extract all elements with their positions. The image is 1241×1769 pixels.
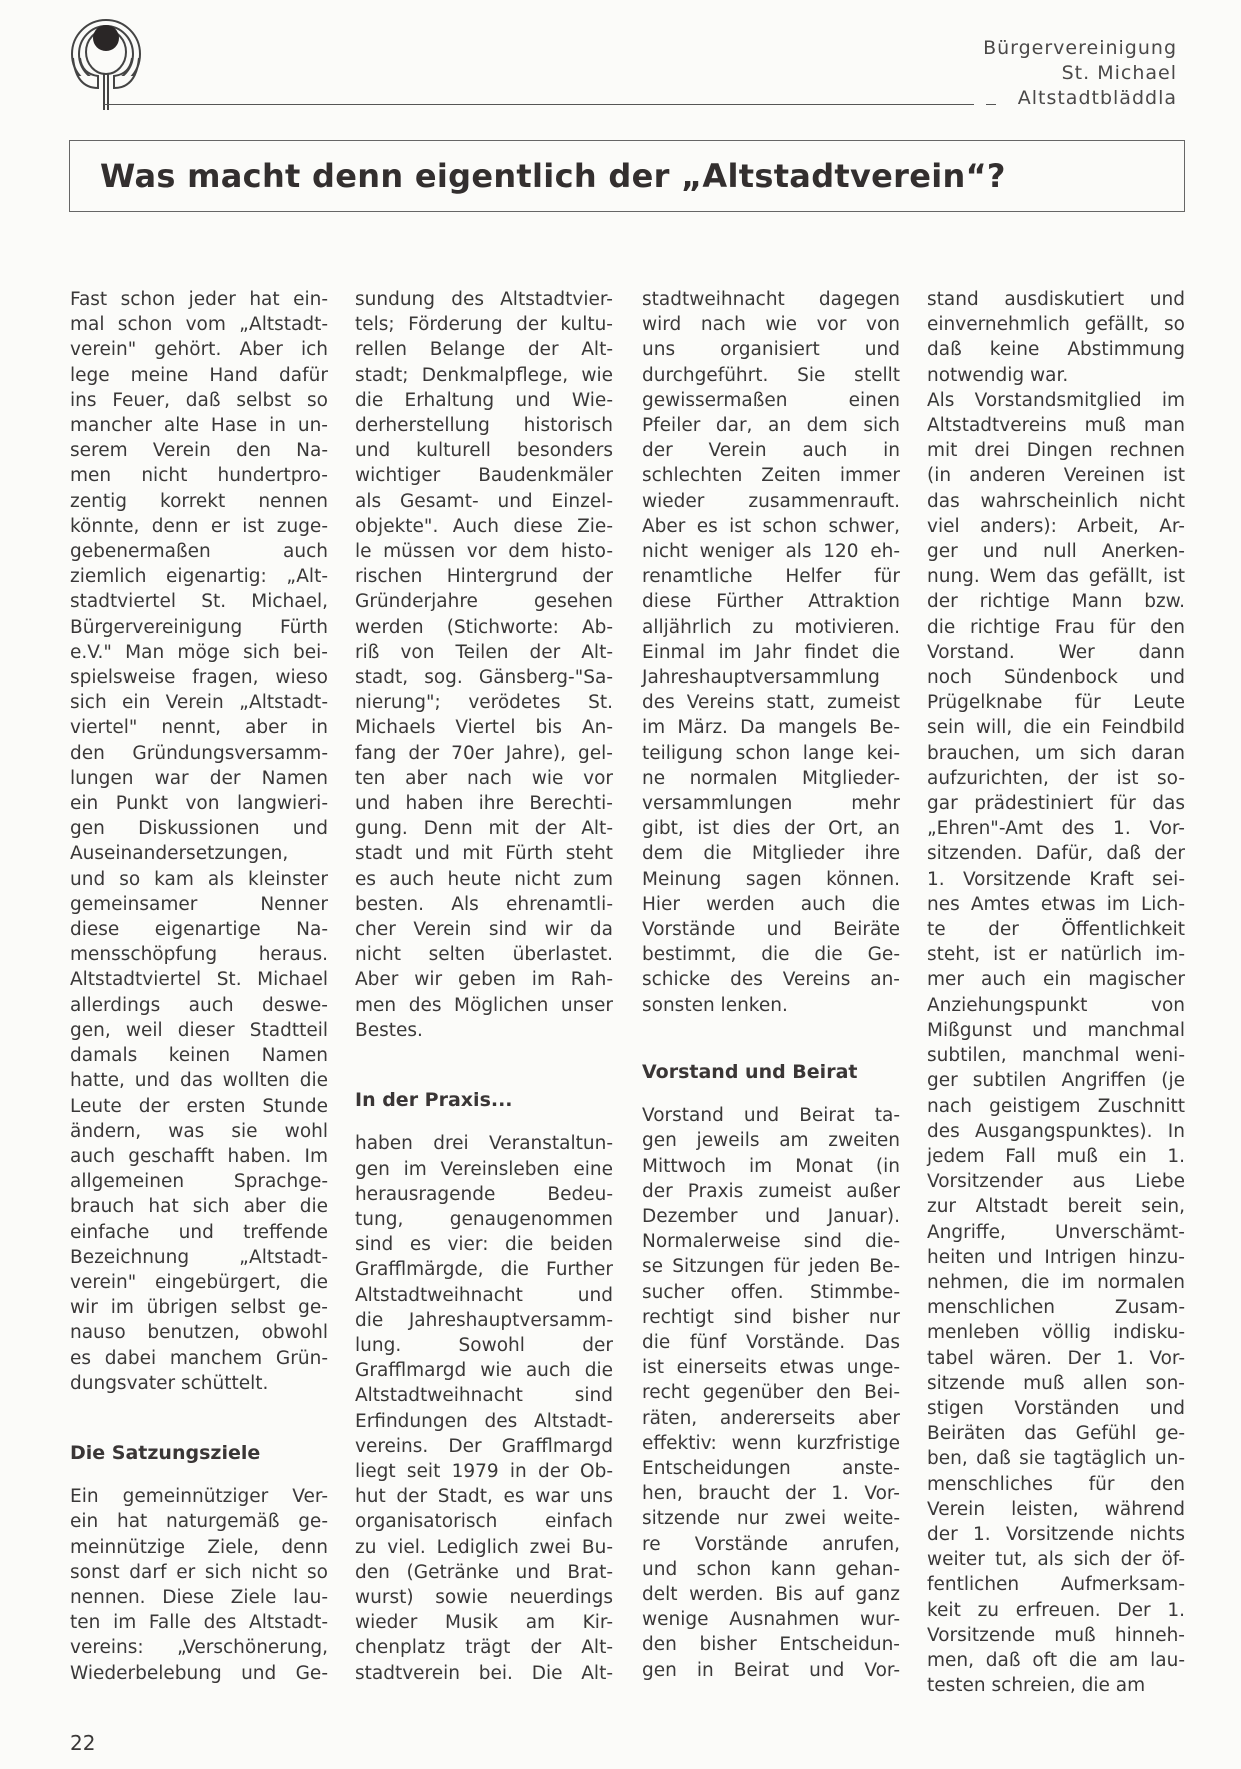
text-line: wieder Musik am Kir- xyxy=(355,1612,613,1634)
text-line: ten aber nach wie vor xyxy=(355,767,613,789)
text-line: Vorsitzende muß hinneh- xyxy=(927,1624,1185,1646)
text-line: wird nach wie vor von xyxy=(642,314,900,336)
text-line: Michaels Viertel bis An- xyxy=(355,717,613,739)
text-line: Vorstände und Beiräte xyxy=(642,919,900,941)
text-line: stadtviertel St. Michael, xyxy=(70,591,328,613)
masthead xyxy=(983,36,1177,111)
text-line: lung. Sowohl der xyxy=(355,1334,613,1356)
text-line: recht gegenüber den Bei- xyxy=(642,1382,900,1404)
text-line: die Jahreshauptversamm- xyxy=(355,1309,613,1331)
text-line: ziemlich eigenartig: „Alt- xyxy=(70,566,328,588)
text-line: dem die Mitglieder ihre xyxy=(642,843,900,865)
text-line: es auch heute nicht zum xyxy=(355,868,613,890)
text-line: sonst darf er sich nicht so xyxy=(70,1561,328,1583)
text-line: sucher offen. Stimmbe- xyxy=(642,1281,900,1303)
text-line: uns organisiert und xyxy=(642,339,900,361)
text-line: nach geistigem Zuschnitt xyxy=(927,1095,1185,1117)
text-line: bestimmt, die die Ge- xyxy=(642,944,900,966)
text-line: renamtliche Helfer für xyxy=(642,566,900,588)
paragraph xyxy=(927,388,1185,1699)
text-line: hen, braucht der 1. Vor- xyxy=(642,1483,900,1505)
text-line: Dezember und Januar). xyxy=(642,1205,900,1227)
text-line: Fast schon jeder hat ein- xyxy=(70,289,328,310)
masthead-line: Bürgervereinigung xyxy=(983,37,1177,59)
text-line: schlechten Zeiten immer xyxy=(642,465,900,487)
text-line: serem Verein den Na- xyxy=(70,440,328,462)
masthead-line: Altstadtbläddla xyxy=(1017,87,1177,109)
text-line: der Praxis zumeist außer xyxy=(642,1180,900,1202)
text-line: riß von Teilen der Alt- xyxy=(355,641,613,663)
text-line: gebenermaßen auch xyxy=(70,541,328,563)
column-4 xyxy=(927,287,1185,1698)
text-line: sitzende muß allen son- xyxy=(927,1372,1185,1394)
text-line: den (Getränke und Brat- xyxy=(355,1561,613,1583)
text-line: gen in Beirat und Vor- xyxy=(642,1659,900,1681)
text-line: dungsvater schüttelt. xyxy=(70,1372,269,1394)
text-line: tung, genaugenommen xyxy=(355,1208,613,1230)
text-line: stadt, sog. Gänsberg-"Sa- xyxy=(355,667,613,689)
text-line: mer auch ein magischer xyxy=(927,969,1185,991)
text-line: einvernehmlich gefällt, so xyxy=(927,314,1185,336)
text-line: Einmal im Jahr findet die xyxy=(642,641,900,663)
text-line: liegt seit 1979 in der Ob- xyxy=(355,1460,613,1482)
spacer xyxy=(70,1396,328,1441)
text-line: Verein leisten, während xyxy=(927,1498,1185,1520)
text-line: könnte, denn er ist zuge- xyxy=(70,515,328,537)
text-line: nierung"; verödetes St. xyxy=(355,692,613,714)
text-line: menleben völlig indisku- xyxy=(927,1322,1185,1344)
text-line: zentig korrekt nennen xyxy=(70,490,328,512)
text-line: wenige Ausnahmen wur- xyxy=(642,1609,900,1631)
text-line: versammlungen mehr xyxy=(642,793,900,815)
section-heading: Vorstand und Beirat xyxy=(642,1060,858,1083)
text-line: allgemeinen Sprachge- xyxy=(70,1171,328,1193)
text-line: der 1. Vorsitzende nichts xyxy=(927,1523,1185,1545)
page-number: 22 xyxy=(70,1731,96,1755)
text-line: Als Vorstandsmitglied im xyxy=(927,389,1185,411)
paragraph xyxy=(642,1103,900,1683)
paragraph xyxy=(355,1131,613,1685)
text-line: rellen Belange der Alt- xyxy=(355,339,613,361)
text-line: mancher alte Hase in un- xyxy=(70,415,328,437)
masthead-line: St. Michael xyxy=(1061,62,1177,84)
text-line: ten im Falle des Altstadt- xyxy=(70,1612,328,1634)
text-line: sind es vier: die beiden xyxy=(355,1234,613,1256)
text-line: tels; Förderung der kultu- xyxy=(355,314,613,336)
text-line: nes Amtes etwas im Lich- xyxy=(927,893,1185,915)
spacer xyxy=(70,1466,328,1484)
text-line: es dabei manchem Grün- xyxy=(70,1347,328,1369)
text-line: werden (Stichworte: Ab- xyxy=(355,616,613,638)
text-line: und so kam als kleinster xyxy=(70,868,328,890)
text-line: nicht weniger als 120 eh- xyxy=(642,541,900,563)
text-line: stigen Vorständen und xyxy=(927,1397,1185,1419)
text-line: Mißgunst und manchmal xyxy=(927,1019,1185,1041)
text-line: gewissermaßen einen xyxy=(642,389,900,411)
text-line: mensschöpfung heraus. xyxy=(70,944,328,966)
text-line: ist einerseits etwas unge- xyxy=(642,1357,900,1379)
text-line: teiligung schon lange kei- xyxy=(642,742,900,764)
text-line: Leute der ersten Stunde xyxy=(70,1095,328,1117)
text-line: nauso benutzen, obwohl xyxy=(70,1322,328,1344)
text-line: räten, andererseits aber xyxy=(642,1407,900,1429)
text-line: nennen. Diese Ziele lau- xyxy=(70,1586,328,1608)
text-line: (in anderen Vereinen ist xyxy=(927,465,1185,487)
text-line: viertel" nennt, aber in xyxy=(70,717,328,739)
text-line: hut der Stadt, es war uns xyxy=(355,1486,613,1508)
text-line: men des Möglichen unser xyxy=(355,994,613,1016)
text-line: gung. Denn mit der Alt- xyxy=(355,818,613,840)
text-line: Aber es ist schon schwer, xyxy=(642,515,900,537)
section-heading: In der Praxis... xyxy=(355,1089,513,1112)
text-line: Angriffe, Unverschämt- xyxy=(927,1221,1185,1243)
text-line: weiter tut, als sich der öf- xyxy=(927,1549,1185,1571)
text-line: gen jeweils am zweiten xyxy=(642,1130,900,1152)
text-line: „Ehren"-Amt des 1. Vor- xyxy=(927,818,1185,840)
text-line: stadt; Denkmalpflege, wie xyxy=(355,364,613,386)
section-heading: Die Satzungsziele xyxy=(70,1441,261,1464)
column-3 xyxy=(642,287,900,1683)
text-line: ein Punkt von langwieri- xyxy=(70,793,328,815)
text-line: nehmen, die im normalen xyxy=(927,1271,1185,1293)
text-line: Grafflmargd wie auch die xyxy=(355,1360,613,1382)
text-line: der richtige Mann bzw. xyxy=(927,591,1185,613)
text-line: objekte". Auch diese Zie- xyxy=(355,515,613,537)
text-line: Bestes. xyxy=(355,1019,423,1041)
text-line: spielsweise fragen, wieso xyxy=(70,667,328,689)
text-line: Altstadtweihnacht und xyxy=(355,1284,613,1306)
text-line: Altstadtviertel St. Michael xyxy=(70,969,328,991)
paragraph xyxy=(927,287,1185,388)
text-line: menschlichen Zusam- xyxy=(927,1297,1185,1319)
text-line: den bisher Entscheidun- xyxy=(642,1634,900,1656)
paragraph xyxy=(355,287,613,1043)
text-line: sundung des Altstadtvier- xyxy=(355,289,613,310)
text-line: auch geschafft haben. Im xyxy=(70,1145,328,1167)
text-line: gen, weil dieser Stadtteil xyxy=(70,1019,328,1041)
text-line: aufzurichten, der ist so- xyxy=(927,767,1185,789)
text-line: zur Altstadt bereit sein, xyxy=(927,1196,1185,1218)
text-line: Aber wir geben im Rah- xyxy=(355,969,613,991)
text-line: steht, ist er natürlich im- xyxy=(927,944,1185,966)
spacer xyxy=(642,1085,900,1103)
text-line: noch Sündenbock und xyxy=(927,667,1185,689)
text-line: jedem Fall muß ein 1. xyxy=(927,1145,1185,1167)
text-line: menschliches für den xyxy=(927,1473,1185,1495)
text-line: chenplatz trägt der Alt- xyxy=(355,1637,613,1659)
text-line: wurst) sowie neuerdings xyxy=(355,1586,613,1608)
text-line: brauchen, um sich daran xyxy=(927,742,1185,764)
text-line: verein" eingebürgert, die xyxy=(70,1271,328,1293)
text-line: wichtiger Baudenkmäler xyxy=(355,465,613,487)
spacer xyxy=(355,1113,613,1131)
text-line: Prügelknabe für Leute xyxy=(927,692,1185,714)
text-line: verein" gehört. Aber ich xyxy=(70,339,328,361)
text-line: heiten und Intrigen hinzu- xyxy=(927,1246,1185,1268)
paragraph xyxy=(642,287,900,1018)
text-line: des Vereins statt, zumeist xyxy=(642,692,900,714)
text-line: sitzende nur zwei weite- xyxy=(642,1508,900,1530)
text-line: alljährlich zu motivieren. xyxy=(642,616,900,638)
text-line: im März. Da mangels Be- xyxy=(642,717,900,739)
text-line: te der Öffentlichkeit xyxy=(927,919,1185,941)
text-line: testen schreien, die am xyxy=(927,1675,1146,1697)
text-line: Grafflmärgde, die Further xyxy=(355,1259,613,1281)
text-line: Wiederbelebung und Ge- xyxy=(70,1662,328,1684)
text-line: le müssen vor dem histo- xyxy=(355,541,613,563)
text-line: Bezeichnung „Altstadt- xyxy=(70,1246,328,1268)
spacer xyxy=(642,1018,900,1060)
text-line: Gründerjahre gesehen xyxy=(355,591,613,613)
title-box xyxy=(69,140,1185,212)
text-line: und schon kann gehan- xyxy=(642,1558,900,1580)
text-line: zu viel. Lediglich zwei Bu- xyxy=(355,1536,613,1558)
text-line: gemeinsamer Nenner xyxy=(70,893,328,915)
text-line: fentlichen Aufmerksam- xyxy=(927,1574,1185,1596)
text-line: men nicht hundertpro- xyxy=(70,465,328,487)
text-line: tabel wären. Der 1. Vor- xyxy=(927,1347,1185,1369)
text-line: damals keinen Namen xyxy=(70,1045,328,1067)
text-line: Erfindungen des Altstadt- xyxy=(355,1410,613,1432)
text-line: 1. Vorsitzende Kraft sei- xyxy=(927,868,1185,890)
text-line: gen Diskussionen und xyxy=(70,818,328,840)
text-line: Bürgervereinigung Fürth xyxy=(70,616,328,638)
text-line: Altstadtweihnacht sind xyxy=(355,1385,613,1407)
text-line: stand ausdiskutiert und xyxy=(927,289,1185,310)
text-line: gen im Vereinsleben eine xyxy=(355,1158,613,1180)
text-line: diese eigenartige Na- xyxy=(70,919,328,941)
text-line: den Gründungsversamm- xyxy=(70,742,328,764)
text-line: ein hat naturgemäß ge- xyxy=(70,1511,328,1533)
text-line: haben drei Veranstaltun- xyxy=(355,1133,613,1155)
text-line: delt werden. Bis auf ganz xyxy=(642,1583,900,1605)
text-line: fang der 70er Jahre), gel- xyxy=(355,742,613,764)
text-line: die richtige Frau für den xyxy=(927,616,1185,638)
text-line: Mittwoch im Monat (in xyxy=(642,1155,900,1177)
text-line: Entscheidungen anste- xyxy=(642,1457,900,1479)
text-line: Normalerweise sind die- xyxy=(642,1231,900,1253)
text-line: ne normalen Mitglieder- xyxy=(642,767,900,789)
text-line: sich ein Verein „Altstadt- xyxy=(70,692,328,714)
text-line: Auseinandersetzungen, xyxy=(70,843,289,865)
text-line: gar prädestiniert für das xyxy=(927,793,1185,815)
text-line: vereins: „Verschönerung, xyxy=(70,1637,328,1659)
text-line: der Verein auch in xyxy=(642,440,900,462)
text-line: besten. Als ehrenamtli- xyxy=(355,893,613,915)
text-line: einfache und treffende xyxy=(70,1221,328,1243)
club-logo-icon xyxy=(68,18,146,110)
text-line: Ein gemeinnütziger Ver- xyxy=(70,1486,328,1508)
column-2 xyxy=(355,287,613,1686)
text-line: und haben ihre Berechti- xyxy=(355,793,613,815)
text-line: diese Fürther Attraktion xyxy=(642,591,900,613)
text-line: wieder zusammenrauft. xyxy=(642,490,900,512)
text-line: rechtigt sind bisher nur xyxy=(642,1306,900,1328)
text-line: Vorsitzender aus Liebe xyxy=(927,1171,1185,1193)
text-line: keit zu erfreuen. Der 1. xyxy=(927,1599,1185,1621)
text-line: Altstadtvereins muß man xyxy=(927,415,1185,437)
text-line: stadt und mit Fürth steht xyxy=(355,843,613,865)
article-title: Was macht denn eigentlich der „Altstadtverein“? xyxy=(100,157,1006,195)
text-line: wir im übrigen selbst ge- xyxy=(70,1297,328,1319)
text-line: organisatorisch einfach xyxy=(355,1511,613,1533)
text-line: mit drei Dingen rechnen xyxy=(927,440,1185,462)
text-line: vereins. Der Grafflmargd xyxy=(355,1435,613,1457)
paragraph xyxy=(70,287,328,1396)
text-line: stadtverein bei. Die Alt- xyxy=(355,1662,613,1684)
text-line: als Gesamt- und Einzel- xyxy=(355,490,613,512)
paragraph xyxy=(70,1484,328,1686)
text-line: Hier werden auch die xyxy=(642,893,900,915)
text-line: subtilen, manchmal weni- xyxy=(927,1045,1185,1067)
text-line: Vorstand und Beirat ta- xyxy=(642,1105,900,1127)
column-1 xyxy=(70,287,328,1686)
text-line: die fünf Vorstände. Das xyxy=(642,1331,900,1353)
text-line: lege meine Hand dafür xyxy=(70,364,328,386)
header-rule xyxy=(104,104,974,105)
text-line: daß keine Abstimmung xyxy=(927,339,1185,361)
text-line: durchgeführt. Sie stellt xyxy=(642,364,900,386)
text-line: Meinung sagen können. xyxy=(642,868,900,890)
text-line: ins Feuer, daß selbst so xyxy=(70,389,328,411)
text-line: se Sitzungen für jeden Be- xyxy=(642,1256,900,1278)
text-line: mal schon vom „Altstadt- xyxy=(70,314,328,336)
text-line: derherstellung historisch xyxy=(355,415,613,437)
text-line: nung. Wem das gefällt, ist xyxy=(927,566,1185,588)
text-line: schicke des Vereins an- xyxy=(642,969,900,991)
text-line: das wahrscheinlich nicht xyxy=(927,490,1185,512)
text-line: stadtweihnacht dagegen xyxy=(642,289,900,310)
text-line: re Vorstände anrufen, xyxy=(642,1533,900,1555)
text-line: Pfeiler dar, an dem sich xyxy=(642,415,900,437)
text-line: sitzenden. Dafür, daß der xyxy=(927,843,1185,865)
spacer xyxy=(355,1043,613,1088)
text-line: herausragende Bedeu- xyxy=(355,1183,613,1205)
text-line: Jahreshauptversammlung xyxy=(642,667,880,689)
text-line: ändern, was sie wohl xyxy=(70,1120,328,1142)
text-line: Beiräten das Gefühl ge- xyxy=(927,1423,1185,1445)
text-line: des Ausgangspunktes). In xyxy=(927,1120,1185,1142)
text-line: und kulturell besonders xyxy=(355,440,613,462)
text-line: effektiv: wenn kurzfristige xyxy=(642,1432,900,1454)
text-line: sonsten lenken. xyxy=(642,994,788,1016)
text-line: hatte, und das wollten die xyxy=(70,1070,328,1092)
text-line: men, daß oft die am lau- xyxy=(927,1649,1185,1671)
text-line: ben, daß sie tagtäglich un- xyxy=(927,1448,1185,1470)
text-line: meinnützige Ziele, denn xyxy=(70,1536,328,1558)
text-line: cher Verein sind wir da xyxy=(355,919,613,941)
text-line: nicht selten überlastet. xyxy=(355,944,613,966)
text-line: gibt, ist dies der Ort, an xyxy=(642,818,900,840)
text-line: viel anders): Arbeit, Ar- xyxy=(927,515,1185,537)
text-line: brauch hat sich aber die xyxy=(70,1196,328,1218)
text-line: ger subtilen Angriffen (je xyxy=(927,1070,1185,1092)
text-line: Vorstand. Wer dann xyxy=(927,641,1185,663)
text-line: die Erhaltung und Wie- xyxy=(355,389,613,411)
text-line: sein will, die ein Feindbild xyxy=(927,717,1185,739)
text-line: e.V." Man möge sich bei- xyxy=(70,641,328,663)
text-line: Anziehungspunkt von xyxy=(927,994,1185,1016)
text-line: lungen war der Namen xyxy=(70,767,328,789)
text-line: notwendig war. xyxy=(927,364,1069,386)
text-line: ger und null Anerken- xyxy=(927,541,1185,563)
text-line: rischen Hintergrund der xyxy=(355,566,613,588)
text-line: allerdings auch deswe- xyxy=(70,994,328,1016)
